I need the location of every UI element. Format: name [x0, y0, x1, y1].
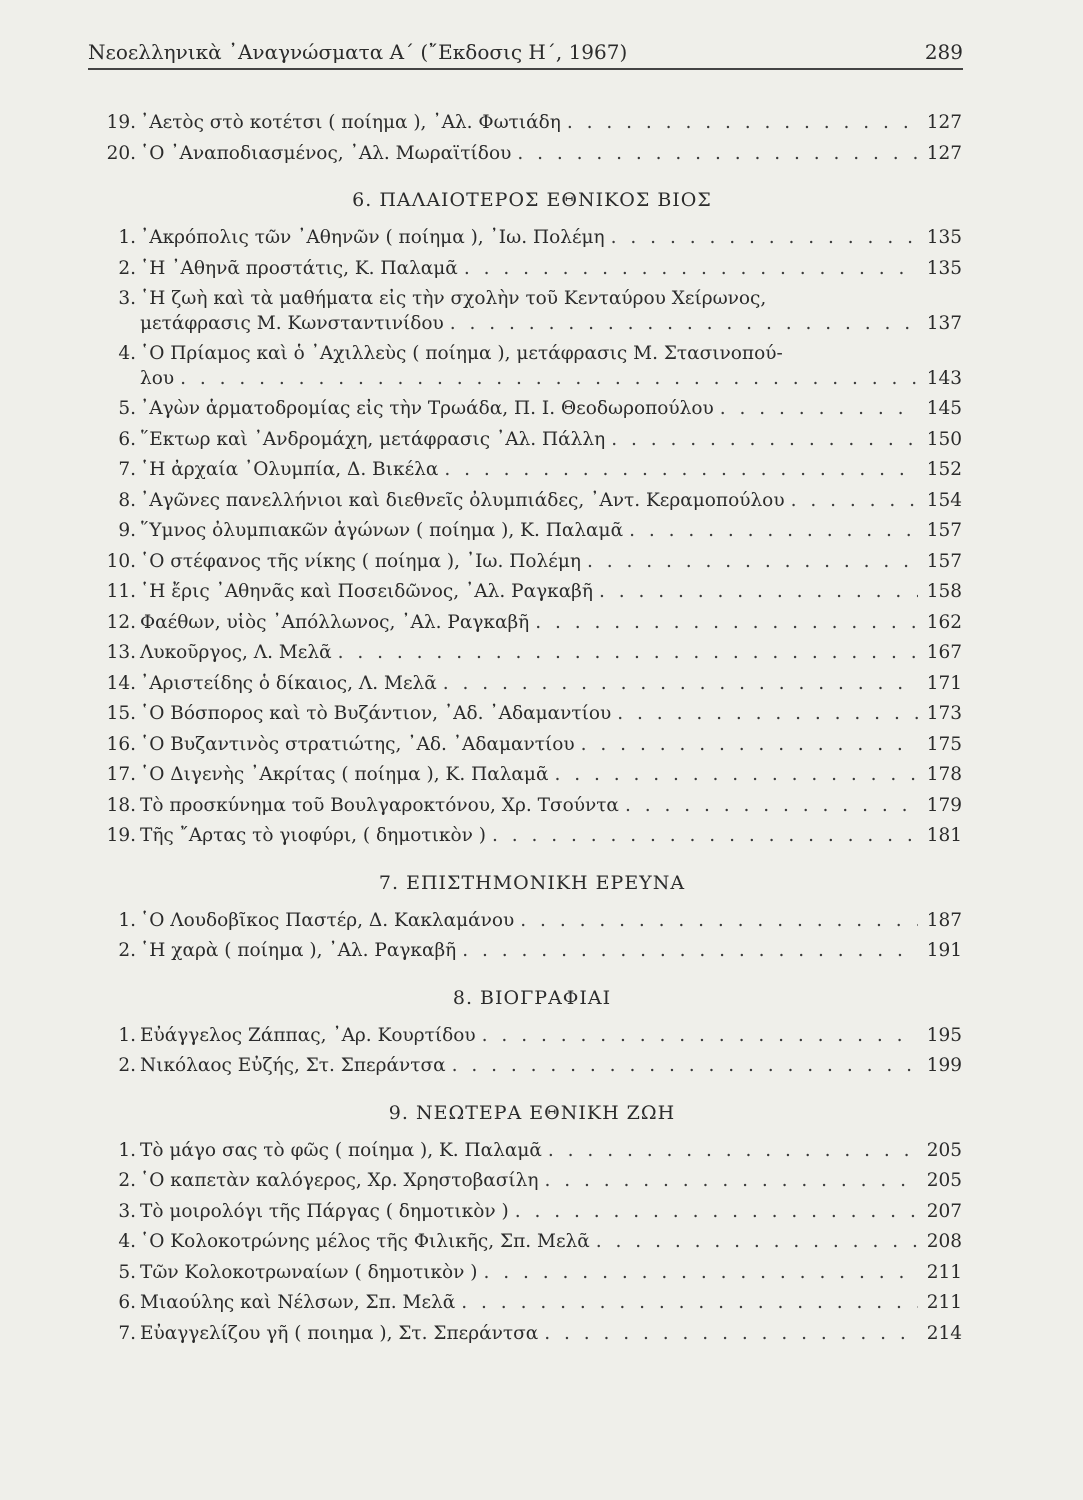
toc-entry — [102, 254, 962, 285]
entry-title: ῾Ο Λουδοβῖκος Παστέρ, Δ. Κακλαμάνου — [140, 909, 515, 931]
entry-page: 154 — [926, 489, 962, 511]
leader-dots — [538, 1319, 918, 1350]
leader-dots — [581, 547, 918, 578]
entry-page: 179 — [926, 794, 962, 816]
entry-number: 1. — [118, 909, 136, 931]
entry-number: 7. — [118, 1322, 136, 1344]
entry-title: Λυκοῦργος, Λ. Μελᾶ — [140, 642, 332, 663]
entry-page: 127 — [926, 142, 962, 164]
leader-dots — [619, 791, 918, 822]
entry-page: 135 — [926, 257, 962, 279]
entry-number: 19. — [106, 825, 136, 846]
entry-title: ῾Η ἀρχαία ᾿Ολυμπία, Δ. Βικέλα — [140, 459, 439, 480]
leader-dots — [511, 139, 918, 170]
entry-number: 2. — [118, 940, 136, 961]
leader-dots — [444, 309, 918, 340]
entry-title: Τῆς ῎Αρτας τὸ γιοφύρι, ( δημοτικὸν ) — [140, 825, 486, 846]
entry-title: Εὐάγγελος Ζάππας, ᾿Αρ. Κουρτίδου — [140, 1024, 476, 1046]
toc-entry — [102, 699, 962, 730]
entry-page: 205 — [926, 1170, 962, 1191]
entry-number: 16. — [106, 733, 136, 755]
entry-number: 4. — [118, 1231, 136, 1252]
entry-title: ᾿Αγὼν ἁρματοδρομίας εἰς τὴν Τρωάδα, Π. Ι. Θεοδωροπούλου — [140, 398, 714, 419]
entry-page: 199 — [926, 1055, 962, 1076]
entry-title: Νικόλαος Εὐζής, Στ. Σπεράντσα — [140, 1055, 446, 1076]
entry-number: 5. — [118, 1261, 136, 1283]
entry-page: 167 — [926, 642, 962, 663]
leader-dots — [509, 1197, 918, 1228]
entry-number: 5. — [118, 398, 136, 419]
leader-dots — [437, 669, 918, 700]
toc-entry — [102, 1288, 962, 1319]
leader-dots — [478, 1258, 919, 1289]
entry-page: 135 — [926, 227, 962, 248]
toc-entry — [102, 139, 962, 170]
entry-page: 208 — [926, 1231, 962, 1252]
entry-title: Τῶν Κολοκοτρωναίων ( δημοτικὸν ) — [140, 1261, 478, 1283]
entry-number: 17. — [106, 764, 136, 785]
entry-number: 2. — [118, 1170, 136, 1191]
entry-number: 20. — [106, 142, 136, 164]
toc-entry — [102, 455, 962, 486]
leader-dots — [605, 223, 918, 254]
leader-dots — [714, 394, 918, 425]
entry-title: ῾Ο Πρίαμος καὶ ὁ ᾿Αχιλλεὺς ( ποίημα ), μετάφρασις Μ. Στασινοπού- — [140, 343, 783, 364]
toc-entry — [102, 669, 962, 700]
leader-dots — [476, 1021, 918, 1052]
entry-page: 150 — [926, 428, 962, 450]
entry-title: ῾Ο στέφανος τῆς νίκης ( ποίημα ), ᾿Ιω. Πολέμη — [140, 550, 581, 572]
toc-entry — [102, 821, 962, 852]
entry-number: 1. — [118, 1024, 136, 1046]
entry-title: ῾Ο Διγενὴς ᾿Ακρίτας ( ποίημα ), Κ. Παλαμᾶ — [140, 764, 549, 785]
leader-dots — [332, 638, 918, 669]
leader-dots — [486, 821, 918, 852]
toc-entry — [102, 1227, 962, 1258]
entry-title: ῾Η ἔρις ᾿Αθηνᾶς καὶ Ποσειδῶνος, ᾿Αλ. Ραγκαβῆ — [140, 581, 593, 602]
toc-entry — [102, 1197, 962, 1228]
entry-number: 6. — [118, 1292, 136, 1313]
entry-title: ῾Ο Βόσπορος καὶ τὸ Βυζάντιον, ᾿Αδ. ᾿Αδαμαντίου — [140, 703, 612, 724]
table-of-contents — [102, 108, 962, 1349]
entry-page: 158 — [926, 581, 962, 602]
toc-entry — [102, 284, 962, 339]
leader-dots — [611, 699, 918, 730]
entry-number: 11. — [106, 581, 136, 602]
entry-page: 157 — [926, 550, 962, 572]
leader-dots — [514, 906, 918, 937]
entry-page: 162 — [926, 611, 962, 633]
entry-title: ῾Η ζωὴ καὶ τὰ μαθήματα εἰς τὴν σχολὴν τοῦ Κενταύρου Χείρωνος, — [140, 288, 767, 309]
page-number: 289 — [924, 40, 963, 64]
leader-dots — [561, 108, 918, 139]
toc-entry — [102, 608, 962, 639]
toc-entry — [102, 108, 962, 139]
leader-dots — [438, 455, 918, 486]
entry-title: Φαέθων, υἱὸς ᾿Απόλλωνος, ᾿Αλ. Ραγκαβῆ — [140, 611, 530, 633]
toc-entry — [102, 223, 962, 254]
leader-dots — [785, 486, 918, 517]
toc-entry — [102, 1051, 962, 1082]
entry-title-continued: μετάφρασις Μ. Κωνσταντινίδου — [140, 312, 444, 334]
entry-number: 13. — [106, 642, 136, 663]
toc-entry — [102, 1258, 962, 1289]
entry-page: 195 — [926, 1024, 962, 1046]
toc-entry — [102, 577, 962, 608]
entry-number: 9. — [118, 520, 136, 541]
toc-entry — [102, 638, 962, 669]
entry-number: 2. — [118, 1055, 136, 1076]
toc-entry — [102, 339, 962, 394]
leader-dots — [605, 425, 918, 456]
entry-page: 137 — [926, 312, 962, 334]
entry-page: 173 — [926, 703, 962, 724]
leader-dots — [446, 1051, 918, 1082]
entry-page: 187 — [926, 909, 962, 931]
toc-entry — [102, 394, 962, 425]
entry-title: ᾿Αγῶνες πανελλήνιοι καὶ διεθνεῖς ὀλυμπιάδες, ᾿Αντ. Κεραμοπούλου — [140, 489, 785, 511]
section-heading: 6. ΠΑΛΑΙΟΤΕΡΟΣ ΕΘΝΙΚΟΣ ΒΙΟΣ — [352, 189, 712, 211]
toc-entry — [102, 791, 962, 822]
section-heading: 8. ΒΙΟΓΡΑΦΙΑΙ — [452, 986, 612, 1009]
entry-title: ῾Ο καπετὰν καλόγερος, Χρ. Χρηστοβασίλη — [140, 1170, 539, 1191]
entry-title: Μιαούλης καὶ Νέλσων, Σπ. Μελᾶ — [140, 1292, 456, 1313]
leader-dots — [455, 1288, 918, 1319]
entry-title: ῾Ο Κολοκοτρώνης μέλος τῆς Φιλικῆς, Σπ. Μελᾶ — [140, 1231, 590, 1252]
entry-title: Εὐαγγελίζου γῆ ( ποιημα ), Στ. Σπεράντσα — [140, 1322, 539, 1344]
leader-dots — [593, 577, 918, 608]
entry-page: 171 — [926, 672, 962, 694]
entry-page: 211 — [926, 1292, 962, 1313]
leader-dots — [529, 608, 918, 639]
entry-number: 6. — [118, 428, 136, 450]
entry-page: 145 — [926, 398, 962, 419]
entry-page: 211 — [926, 1261, 962, 1283]
toc-entry — [102, 1319, 962, 1350]
toc-entry — [102, 906, 962, 937]
entry-number: 4. — [118, 343, 136, 364]
leader-dots — [456, 936, 918, 967]
entry-page: 152 — [926, 459, 962, 480]
entry-page: 181 — [926, 825, 962, 846]
leader-dots — [575, 730, 918, 761]
entry-page: 127 — [926, 112, 962, 133]
entry-number: 19. — [106, 112, 136, 133]
leader-dots — [590, 1227, 918, 1258]
entry-title: ᾿Ακρόπολις τῶν ᾿Αθηνῶν ( ποίημα ), ᾿Ιω. Πολέμη — [140, 227, 605, 248]
entry-page: 178 — [926, 764, 962, 785]
toc-entry — [102, 936, 962, 967]
toc-entry — [102, 516, 962, 547]
entry-title: ῾Ο Βυζαντινὸς στρατιώτης, ᾿Αδ. ᾿Αδαμαντίου — [140, 733, 575, 755]
entry-number: 12. — [106, 611, 136, 633]
toc-entry — [102, 486, 962, 517]
book-title: Νεοελληνικὰ ᾿Αναγνώσματα Α΄ (῎Εκδοσις Η΄, 1967) — [88, 40, 628, 64]
toc-entry — [102, 1021, 962, 1052]
entry-title: Τὸ μοιρολόγι τῆς Πάργας ( δημοτικὸν ) — [140, 1200, 509, 1222]
entry-number: 7. — [118, 459, 136, 480]
running-header — [88, 30, 963, 70]
entry-title: ῞Υμνος ὀλυμπιακῶν ἀγώνων ( ποίημα ), Κ. Παλαμᾶ — [140, 520, 624, 541]
toc-entry — [102, 1166, 962, 1197]
toc-entry — [102, 547, 962, 578]
entry-page: 157 — [926, 520, 962, 541]
entry-page: 143 — [926, 367, 962, 389]
toc-entry — [102, 760, 962, 791]
entry-page: 214 — [926, 1322, 962, 1344]
entry-number: 2. — [118, 257, 136, 279]
entry-page: 191 — [926, 940, 962, 961]
entry-page: 205 — [926, 1139, 962, 1161]
toc-entry — [102, 425, 962, 456]
entry-title: Τὸ προσκύνημα τοῦ Βουλγαροκτόνου, Χρ. Τσούντα — [140, 794, 619, 816]
entry-number: 1. — [118, 1139, 136, 1161]
entry-number: 3. — [118, 288, 136, 309]
entry-number: 3. — [118, 1200, 136, 1222]
entry-number: 8. — [118, 489, 136, 511]
entry-number: 1. — [118, 227, 136, 248]
entry-title: ῞Εκτωρ καὶ ᾿Ανδρομάχη, μετάφρασις ᾿Αλ. Πάλλη — [140, 428, 606, 450]
section-heading: 9. ΝΕΩΤΕΡΑ ΕΘΝΙΚΗ ΖΩΗ — [388, 1101, 676, 1124]
entry-title: ᾿Αριστείδης ὁ δίκαιος, Λ. Μελᾶ — [140, 672, 437, 694]
entry-title: ῾Η χαρὰ ( ποίημα ), ᾿Αλ. Ραγκαβῆ — [140, 940, 457, 961]
entry-title-continued: λου — [140, 367, 175, 389]
entry-title: ᾿Αετὸς στὸ κοτέτσι ( ποίημα ), ᾿Αλ. Φωτιάδη — [140, 112, 561, 133]
entry-title: Τὸ μάγο σας τὸ φῶς ( ποίημα ), Κ. Παλαμᾶ — [140, 1139, 542, 1161]
entry-number: 10. — [106, 550, 136, 572]
entry-number: 18. — [106, 794, 136, 816]
entry-number: 15. — [106, 703, 136, 724]
entry-page: 207 — [926, 1200, 962, 1222]
leader-dots — [548, 760, 918, 791]
section-heading: 7. ΕΠΙΣΤΗΜΟΝΙΚΗ ΕΡΕΥΝΑ — [378, 871, 686, 894]
entry-number: 14. — [106, 672, 136, 694]
entry-title: ῾Ο ᾿Αναποδιασμένος, ᾿Αλ. Μωραϊτίδου — [140, 142, 512, 164]
leader-dots — [174, 364, 918, 395]
leader-dots — [458, 254, 918, 285]
leader-dots — [542, 1136, 918, 1167]
toc-entry — [102, 1136, 962, 1167]
leader-dots — [538, 1166, 918, 1197]
toc-entry — [102, 730, 962, 761]
entry-page: 175 — [926, 733, 962, 755]
leader-dots — [623, 516, 918, 547]
entry-title: ῾Η ᾿Αθηνᾶ προστάτις, Κ. Παλαμᾶ — [140, 257, 458, 279]
